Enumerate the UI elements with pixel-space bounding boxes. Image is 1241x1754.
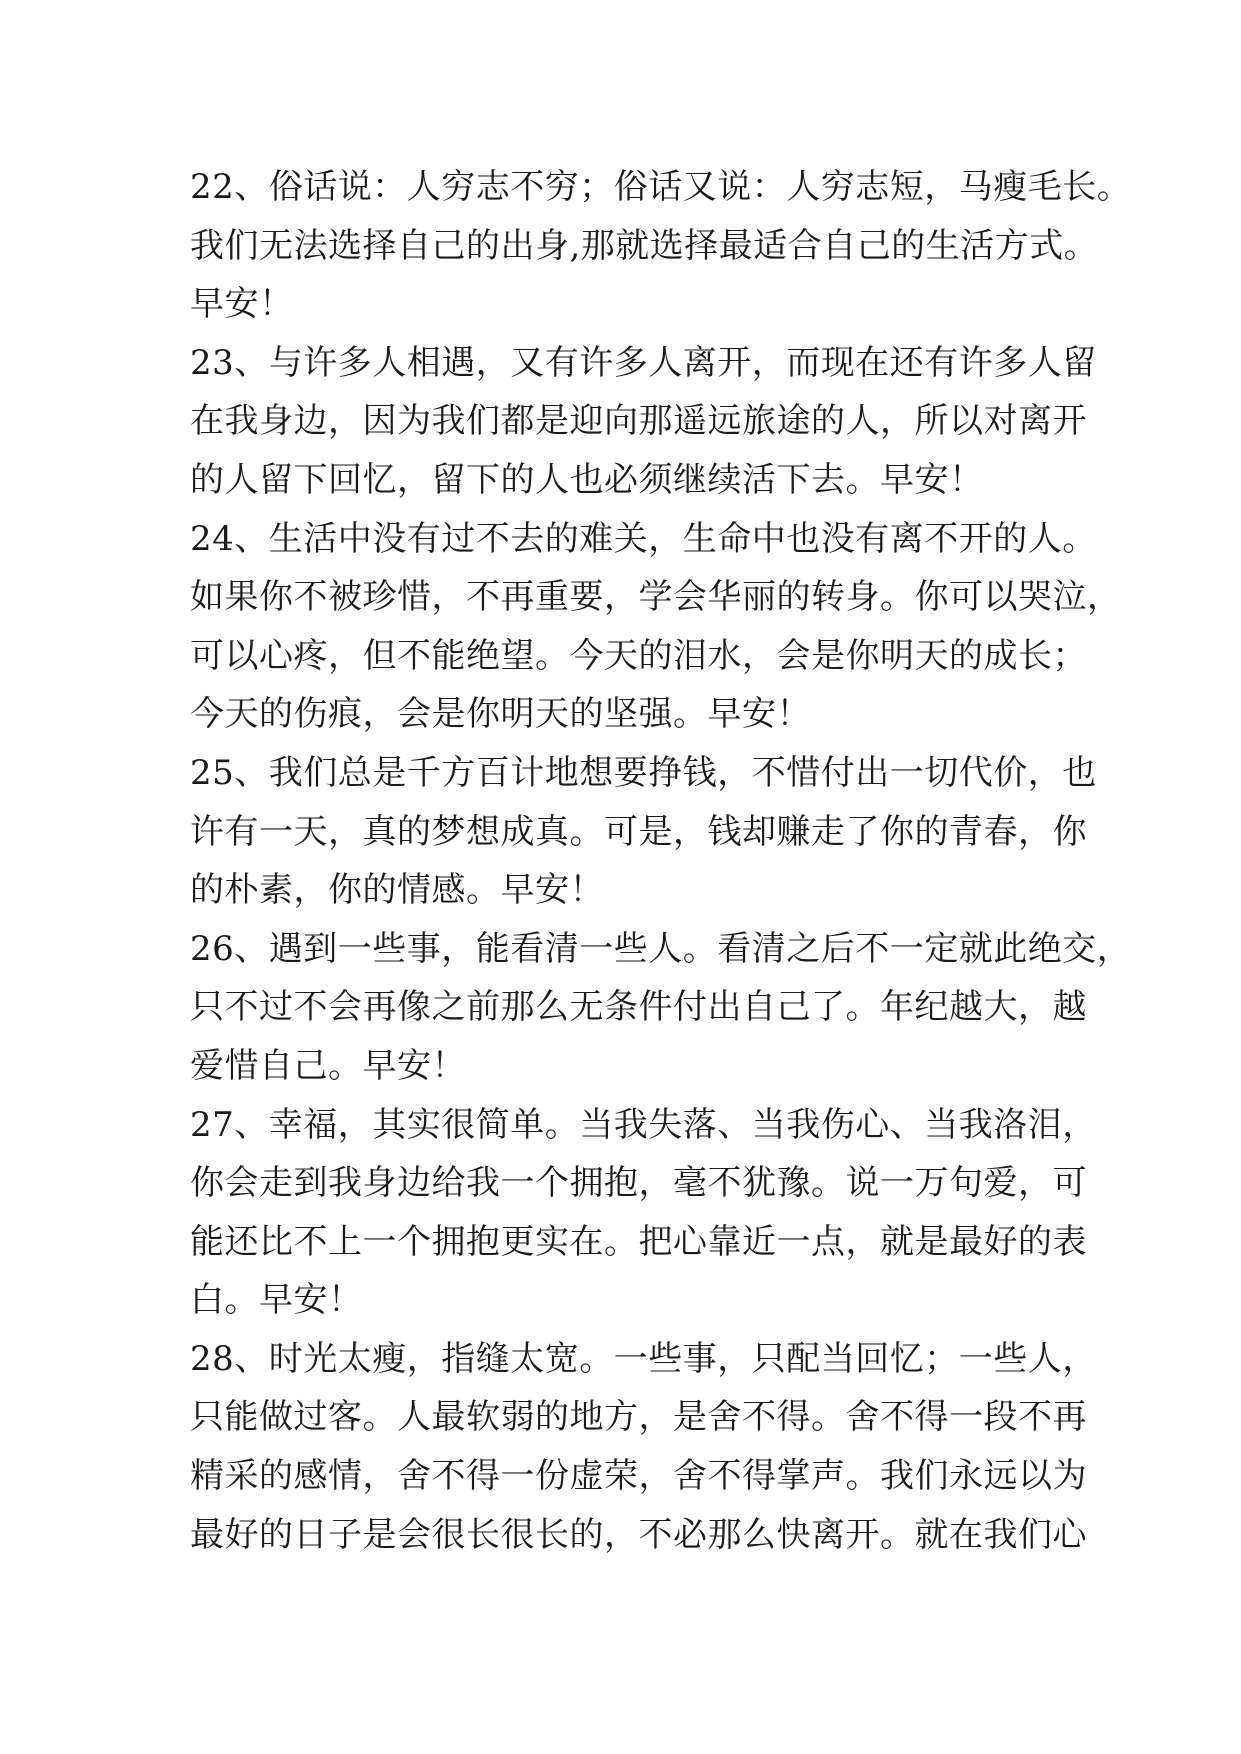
text-line: 26、遇到一些事，能看清一些人。看清之后不一定就此绝交， — [190, 928, 1132, 969]
text-line: 最好的日子是会很长很长的，不必那么快离开。就在我们心 — [190, 1514, 1087, 1555]
text-line: 许有一天，真的梦想成真。可是，钱却赚走了你的青春，你 — [190, 811, 1087, 852]
text-line: 爱惜自己。早安！ — [190, 1045, 466, 1086]
text-line: 今天的伤痕，会是你明天的坚强。早安！ — [190, 694, 811, 735]
text-line: 白。早安！ — [190, 1280, 363, 1321]
text-line: 我们无法选择自己的出身,那就选择最适合自己的生活方式。 — [190, 225, 1099, 266]
document-body — [190, 158, 1132, 1564]
text-line: 只能做过客。人最软弱的地方，是舍不得。舍不得一段不再 — [190, 1397, 1087, 1438]
text-line: 精采的感情，舍不得一份虚荣，舍不得掌声。我们永远以为 — [190, 1456, 1087, 1497]
text-line: 可以心疼，但不能绝望。今天的泪水，会是你明天的成长； — [190, 635, 1087, 676]
text-line: 如果你不被珍惜，不再重要，学会华丽的转身。你可以哭泣， — [190, 577, 1122, 618]
text-line: 23、与许多人相遇，又有许多人离开，而现在还有许多人留 — [190, 342, 1097, 383]
text-line: 的人留下回忆，留下的人也必须继续活下去。早安！ — [190, 459, 984, 500]
text-line: 你会走到我身边给我一个拥抱，毫不犹豫。说一万句爱，可 — [190, 1163, 1087, 1204]
text-line: 只不过不会再像之前那么无条件付出自己了。年纪越大，越 — [190, 987, 1087, 1028]
text-line: 在我身边，因为我们都是迎向那遥远旅途的人，所以对离开 — [190, 401, 1087, 442]
text-line: 24、生活中没有过不去的难关，生命中也没有离不开的人。 — [190, 518, 1097, 559]
text-line: 的朴素，你的情感。早安！ — [190, 870, 604, 911]
text-line: 25、我们总是千方百计地想要挣钱，不惜付出一切代价，也 — [190, 752, 1097, 793]
text-line: 早安！ — [190, 284, 294, 325]
text-line: 22、俗话说：人穷志不穷；俗话又说：人穷志短，马瘦毛长。 — [190, 167, 1132, 207]
text-line: 28、时光太瘦，指缝太宽。一些事，只配当回忆；一些人， — [190, 1338, 1097, 1379]
text-line: 27、幸福，其实很简单。当我失落、当我伤心、当我洛泪， — [190, 1104, 1097, 1145]
text-line: 能还比不上一个拥抱更实在。把心靠近一点，就是最好的表 — [190, 1221, 1087, 1262]
